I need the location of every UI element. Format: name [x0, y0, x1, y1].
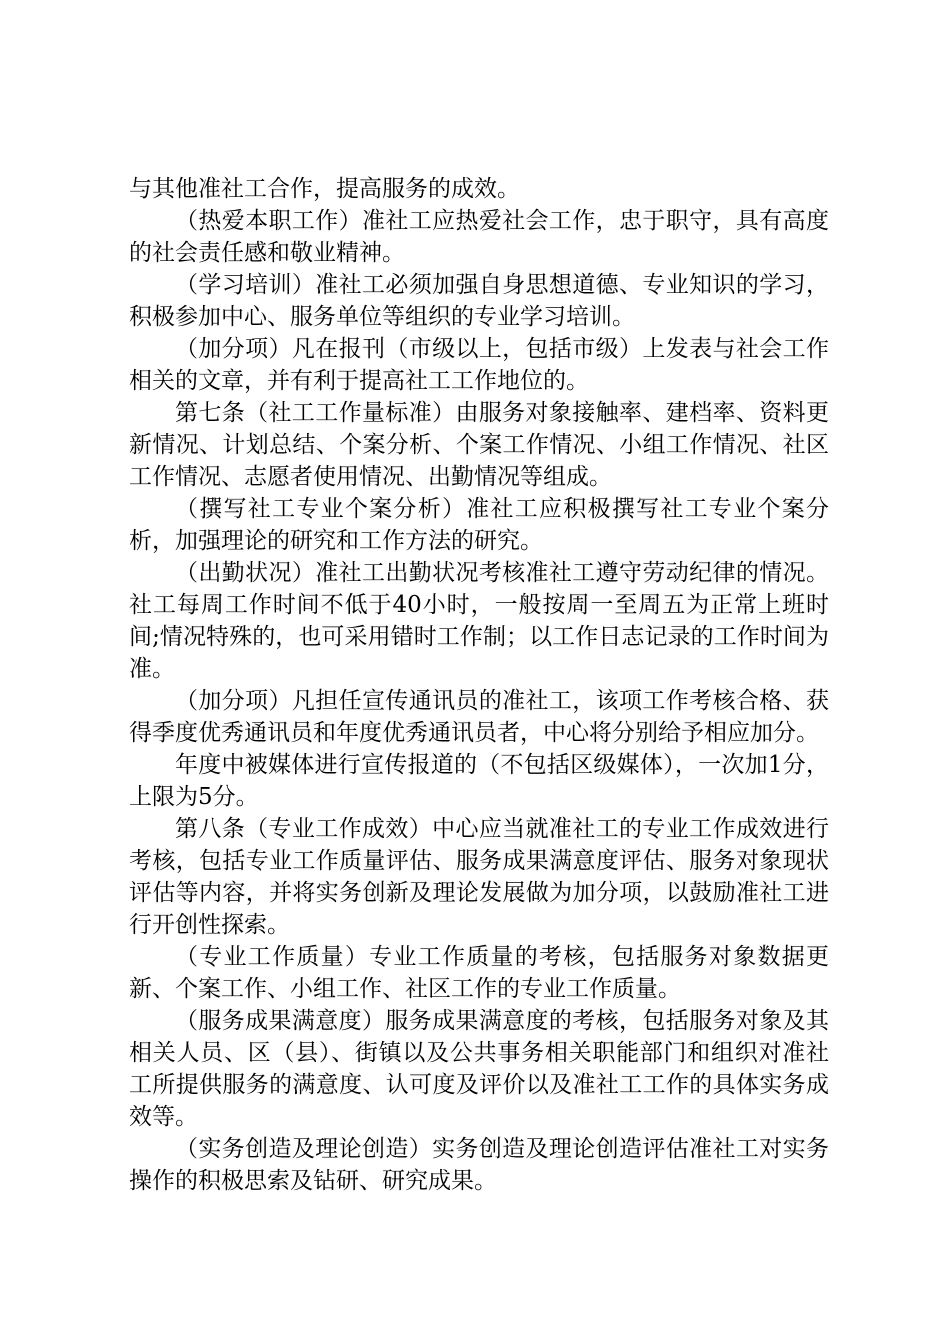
paragraph-media-coverage: 年度中被媒体进行宣传报道的（不包括区级媒体），一次加1分，上限为5分。	[129, 752, 829, 810]
paragraph-bonus-correspondent: （加分项）凡担任宣传通讯员的准社工，该项工作考核合格、获得季度优秀通讯员和年度优秀通讯员者，中心将分别给予相应加分。	[129, 688, 829, 746]
paragraph-bonus-publication: （加分项）凡在报刊（市级以上，包括市级）上发表与社会工作相关的文章，并有利于提高社工工作地位的。	[129, 336, 829, 394]
paragraph-work-quality: （专业工作质量）专业工作质量的考核，包括服务对象数据更新、个案工作、小组工作、社区工作的专业工作质量。	[129, 944, 829, 1002]
paragraph-satisfaction: （服务成果满意度）服务成果满意度的考核，包括服务对象及其相关人员、区（县）、街镇以及公共事务相关职能部门和组织对准社工所提供服务的满意度、认可度及评价以及准社工工作的具体实务成效等。	[129, 1008, 829, 1130]
document-body	[129, 173, 829, 1197]
paragraph-attendance: （出勤状况）准社工出勤状况考核准社工遵守劳动纪律的情况。社工每周工作时间不低于40小时，一般按周一至周五为正常上班时间;情况特殊的，也可采用错时工作制；以工作日志记录的工作时间为准。	[129, 560, 829, 682]
paragraph-article-8: 第八条（专业工作成效）中心应当就准社工的专业工作成效进行考核，包括专业工作质量评估、服务成果满意度评估、服务对象现状评估等内容，并将实务创新及理论发展做为加分项，以鼓励准社工进行开创性探索。	[129, 816, 829, 938]
paragraph-job-dedication: （热爱本职工作）准社工应热爱社会工作，忠于职守，具有高度的社会责任感和敬业精神。	[129, 208, 829, 266]
paragraph-article-7: 第七条（社工工作量标准）由服务对象接触率、建档率、资料更新情况、计划总结、个案分析、个案工作情况、小组工作情况、社区工作情况、志愿者使用情况、出勤情况等组成。	[129, 400, 829, 490]
paragraph-innovation: （实务创造及理论创造）实务创造及理论创造评估准社工对实务操作的积极思索及钻研、研究成果。	[129, 1136, 829, 1194]
paragraph-continuation: 与其他准社工合作，提高服务的成效。	[129, 176, 520, 202]
paragraph-study-training: （学习培训）准社工必须加强自身思想道德、专业知识的学习，积极参加中心、服务单位等组织的专业学习培训。	[129, 272, 829, 330]
paragraph-case-analysis: （撰写社工专业个案分析）准社工应积极撰写社工专业个案分析，加强理论的研究和工作方法的研究。	[129, 496, 829, 554]
